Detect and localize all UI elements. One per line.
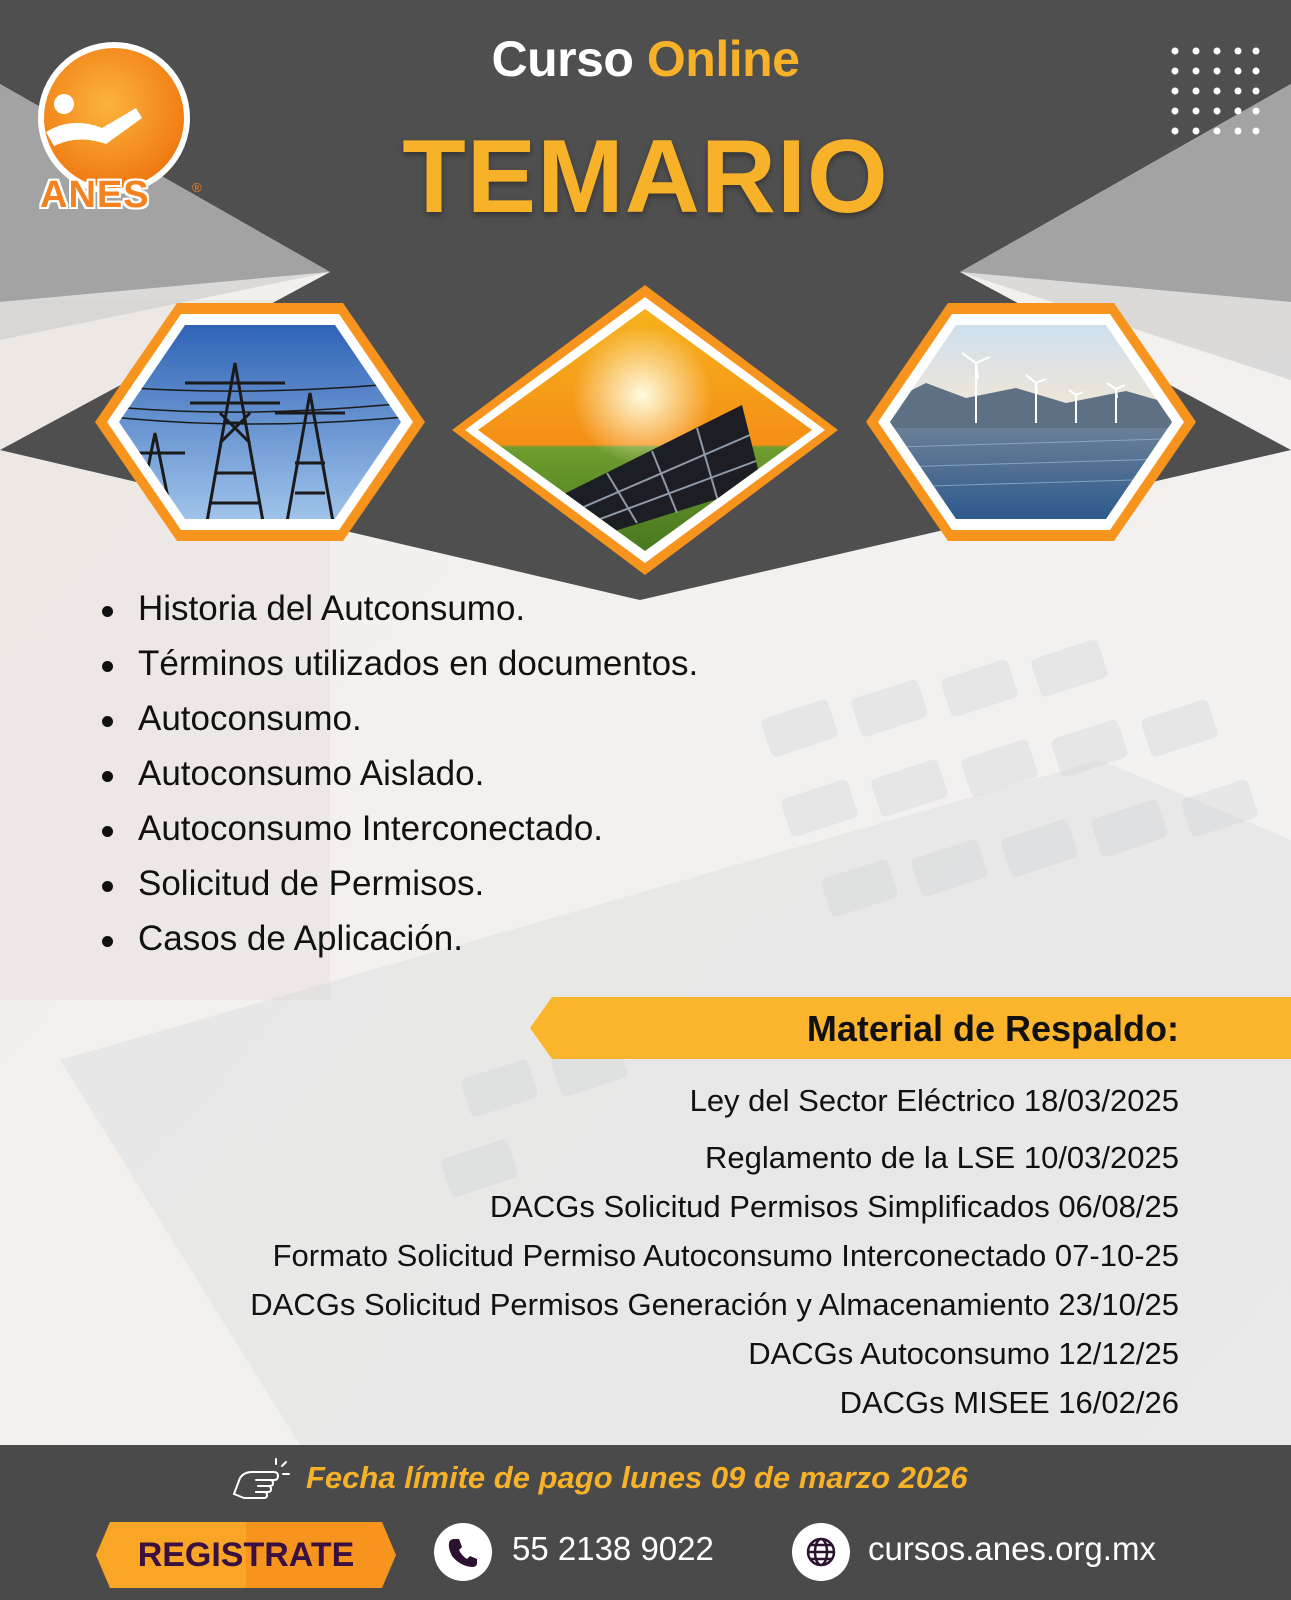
- topic-text: Autoconsumo Interconectado.: [138, 809, 604, 848]
- topic-text: Casos de Aplicación.: [138, 919, 463, 958]
- page-title: TEMARIO: [402, 119, 889, 235]
- topic-text: Historia del Autconsumo.: [138, 589, 526, 628]
- bullet-icon: [102, 881, 113, 892]
- bullet-icon: [102, 826, 113, 837]
- material-item: Formato Solicitud Permiso Autoconsumo Interconectado 07-10-25: [272, 1238, 1179, 1273]
- headline-word-curso: Curso: [491, 31, 634, 87]
- headline-word-online: Online: [646, 31, 800, 87]
- dot-grid-icon: [1170, 46, 1260, 136]
- topics-list: [96, 584, 698, 969]
- list-item: [96, 694, 698, 749]
- list-item: [96, 914, 698, 969]
- material-item: DACGs Solicitud Permisos Generación y Almacenamiento 23/10/25: [250, 1287, 1179, 1322]
- course-type-heading: [0, 30, 1291, 88]
- material-item: Reglamento de la LSE 10/03/2025: [705, 1140, 1179, 1175]
- material-item: Ley del Sector Eléctrico 18/03/2025: [689, 1083, 1179, 1118]
- transmission-towers-image: [95, 303, 425, 541]
- phone-icon: [434, 1523, 492, 1581]
- website-link[interactable]: cursos.anes.org.mx: [868, 1530, 1156, 1567]
- topic-text: Autoconsumo.: [138, 699, 362, 738]
- register-button[interactable]: REGISTRATE: [137, 1536, 355, 1574]
- material-title: Material de Respaldo:: [806, 1008, 1179, 1049]
- list-item: [96, 749, 698, 804]
- wind-turbines-image: [866, 303, 1196, 541]
- solar-panel-image: [452, 285, 838, 575]
- material-item: DACGs MISEE 16/02/26: [839, 1385, 1179, 1420]
- list-item: [96, 639, 698, 694]
- globe-icon: [792, 1523, 850, 1581]
- material-item: DACGs Solicitud Permisos Simplificados 06/08/25: [489, 1189, 1179, 1224]
- bullet-icon: [102, 606, 113, 617]
- registered-mark: ®: [192, 180, 202, 195]
- list-item: [96, 584, 698, 639]
- logo-wordmark: ANES: [40, 174, 150, 216]
- bullet-icon: [102, 936, 113, 947]
- topic-text: Términos utilizados en documentos.: [138, 644, 699, 683]
- bullet-icon: [102, 661, 113, 672]
- list-item: [96, 859, 698, 914]
- bullet-icon: [102, 716, 113, 727]
- topic-text: Autoconsumo Aislado.: [138, 754, 485, 793]
- payment-deadline: Fecha límite de pago lunes 09 de marzo 2026: [306, 1460, 968, 1495]
- phone-number[interactable]: 55 2138 9022: [512, 1530, 714, 1567]
- hand-pointer-icon: [230, 1458, 290, 1502]
- material-list: [250, 1076, 1179, 1427]
- bullet-icon: [102, 771, 113, 782]
- material-item: DACGs Autoconsumo 12/12/25: [748, 1336, 1179, 1371]
- topic-text: Solicitud de Permisos.: [138, 864, 485, 903]
- list-item: [96, 804, 698, 859]
